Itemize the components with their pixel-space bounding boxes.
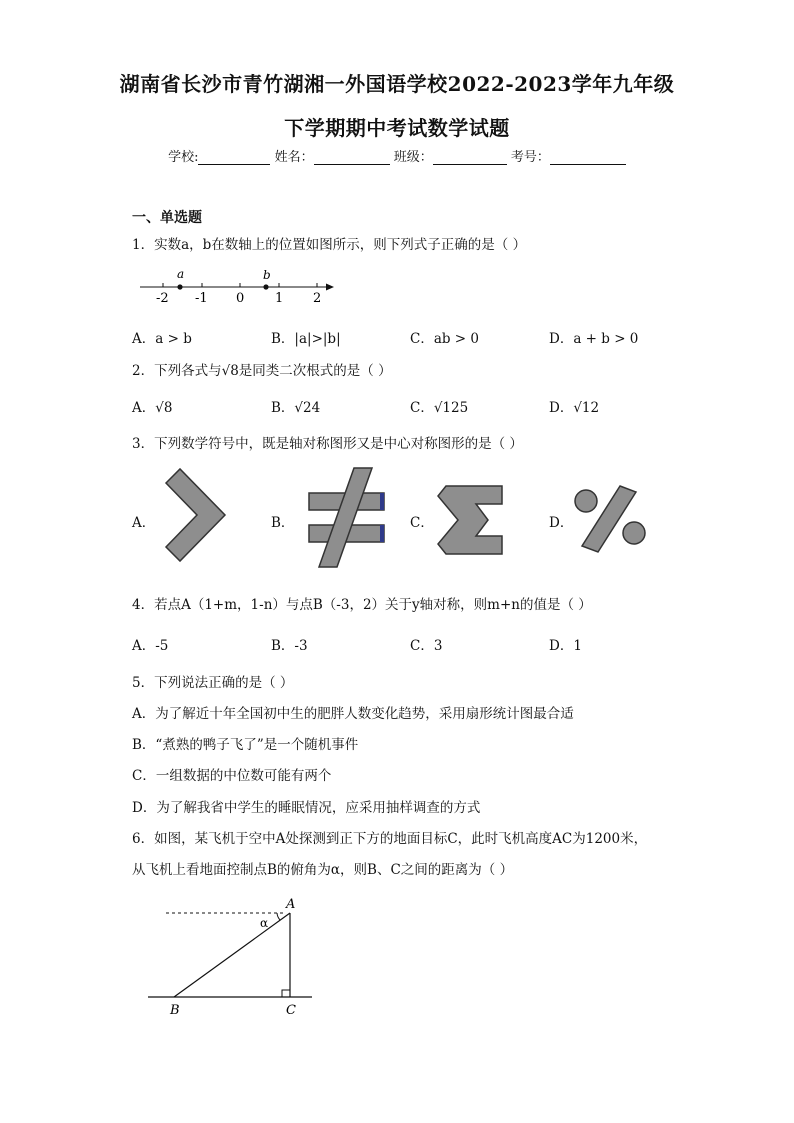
- question-5-option-b[interactable]: B．“煮熟的鸭子飞了”是一个随机事件: [132, 737, 359, 753]
- name-label: 姓名：: [274, 150, 314, 165]
- vertex-b-label: B: [170, 1003, 180, 1018]
- number-line-figure: [132, 264, 342, 310]
- question-3-option-b[interactable]: B．: [271, 515, 295, 531]
- question-4-option-b[interactable]: B．-3: [271, 638, 308, 654]
- page-title-line1: 湖南省长沙市青竹湖湘一外国语学校2022-2023学年九年级: [119, 72, 675, 96]
- tick-label: -2: [156, 291, 169, 306]
- question-4-option-a[interactable]: A．-5: [132, 638, 169, 654]
- vertex-c-label: C: [286, 1003, 296, 1018]
- school-label: 学校:: [168, 150, 199, 165]
- sigma-symbol-icon: [436, 484, 508, 556]
- question-6-stem-line2: 从飞机上看地面控制点B的俯角为α，则B、C之间的距离为（ ）: [132, 862, 514, 878]
- tick-label: -1: [195, 291, 208, 306]
- question-4-option-c[interactable]: C．3: [410, 638, 443, 654]
- question-4-stem: 4．若点A（1+m，1-n）与点B（-3，2）关于y轴对称，则m+n的值是（ ）: [132, 597, 592, 613]
- question-1-option-b[interactable]: B．|a|>|b|: [271, 331, 341, 347]
- point-b: [263, 284, 268, 289]
- percent-symbol-icon: [572, 484, 648, 556]
- arrow-icon: [326, 284, 334, 291]
- label-a: a: [177, 267, 185, 281]
- question-5-option-a[interactable]: A．为了解近十年全国初中生的肥胖人数变化趋势，采用扇形统计图最合适: [132, 706, 574, 722]
- triangle-figure: [140, 892, 320, 1022]
- question-1-option-a[interactable]: A．a > b: [132, 331, 192, 347]
- class-blank[interactable]: [433, 150, 507, 165]
- question-4-option-d[interactable]: D．1: [549, 638, 582, 654]
- class-label: 班级：: [393, 150, 433, 165]
- question-2-option-d[interactable]: D．√12: [549, 400, 600, 416]
- question-2-option-b[interactable]: B．√24: [271, 400, 321, 416]
- student-info-line: [0, 146, 794, 165]
- question-2-stem: 2．下列各式与√8是同类二次根式的是（ ）: [132, 363, 392, 379]
- greater-than-symbol-icon: [163, 466, 227, 564]
- right-angle-mark: [282, 990, 290, 997]
- question-2-option-c[interactable]: C．√125: [410, 400, 469, 416]
- not-equal-symbol-icon: [306, 466, 386, 570]
- question-3-option-c[interactable]: C．: [410, 515, 434, 531]
- question-1-option-d[interactable]: D．a + b > 0: [549, 331, 639, 347]
- page-title-line2: 下学期期中考试数学试题: [284, 116, 510, 140]
- tick-label: 2: [313, 291, 322, 306]
- label-b: b: [263, 268, 271, 282]
- exam-no-label: 考号：: [510, 150, 550, 165]
- question-6-stem-line1: 6．如图，某飞机于空中A处探测到正下方的地面目标C，此时飞机高度AC为1200米，: [132, 831, 648, 847]
- question-1-stem: 1．实数a，b在数轴上的位置如图所示，则下列式子正确的是（ ）: [132, 237, 527, 253]
- school-blank[interactable]: [198, 150, 270, 165]
- question-5-stem: 5．下列说法正确的是（ ）: [132, 675, 294, 691]
- angle-alpha-label: α: [260, 916, 269, 930]
- tick-label: 1: [275, 291, 284, 306]
- question-3-stem: 3．下列数学符号中，既是轴对称图形又是中心对称图形的是（ ）: [132, 436, 523, 452]
- tick-label: 0: [236, 291, 245, 306]
- section-heading: 一、单选题: [132, 210, 202, 226]
- question-3-option-d[interactable]: D．: [549, 515, 574, 531]
- question-3-option-a[interactable]: A．: [132, 515, 156, 531]
- name-blank[interactable]: [314, 150, 390, 165]
- question-2-option-a[interactable]: A．√8: [132, 400, 173, 416]
- question-5-option-d[interactable]: D．为了解我省中学生的睡眠情况，应采用抽样调查的方式: [132, 800, 481, 816]
- question-1-option-c[interactable]: C．ab > 0: [410, 331, 480, 347]
- question-5-option-c[interactable]: C．一组数据的中位数可能有两个: [132, 768, 332, 784]
- exam-no-blank[interactable]: [550, 150, 626, 165]
- point-a: [177, 284, 182, 289]
- vertex-a-label: A: [286, 897, 296, 912]
